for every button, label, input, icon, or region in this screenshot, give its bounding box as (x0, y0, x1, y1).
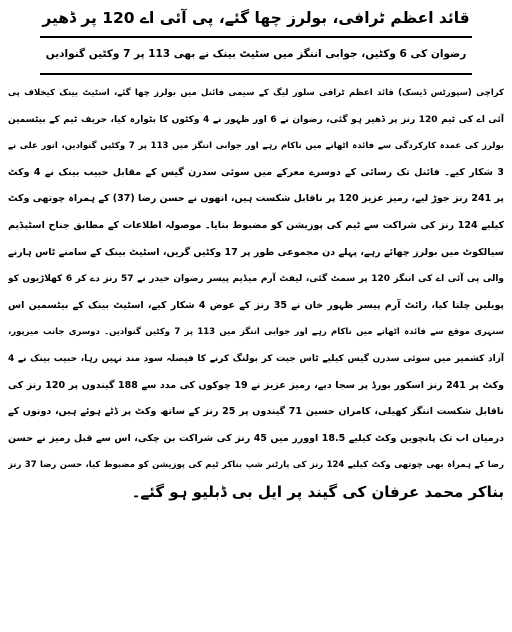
article-line: کیلیے 124 رنز کی شراکت سے ٹیم کی پوزیشن کو مضبوط بنایا۔ موصولہ اطلاعات کے مطابق جناح اسٹیڈیم (8, 219, 504, 231)
article-line: رضا کے ہمراہ بھی چوتھی وکٹ کیلیے 124 رنز کی پارٹنر شپ بناکر ٹیم کی پوزیشن کو مضبوط کیا، حسن رضا 37 رنز (8, 460, 504, 471)
article-line: آزاد کشمیر میں سوئی سدرن گیس کیلیے ٹاس جیت کر بولنگ کرنے کا فیصلہ سود مند نہیں رہا، حبیب بینک نے 4 (8, 353, 504, 364)
article-line: درمیان اب تک پانچویں وکٹ کیلیے 18.5 اوورز میں 45 رنز کی شراکت بن چکی، اس سے قبل رمیز نے حسن (8, 432, 504, 444)
article-line: وکٹ پر 241 رنز اسکور بورڈ پر سجا دیے، رمیز عزیز نے 19 چوکوں کی مدد سے 188 گیندوں پر 120 رنز کی (8, 379, 504, 391)
article-line: کراچی (سپورٹس ڈیسک) قائد اعظم ٹرافی سلور لیگ کے سیمی فائنل میں بولرز چھا گئے، اسٹیٹ بینک کیخلاف پی (8, 88, 504, 98)
article-body (8, 80, 504, 506)
headline-title: قائد اعظم ٹرافی، بولرز چھا گئے، پی آئی اے 120 پر ڈھیر (42, 9, 470, 27)
article-line: 3 شکار کیے۔ فائنل تک رسائی کے دوسرے معرکے میں سوئی سدرن گیس کے مقابل حبیب بینک نے 4 وکٹ (8, 166, 504, 178)
article-line: سیالکوٹ میں بولرز چھائے رہے، پہلے دن مجموعی طور پر 17 وکٹیں گریں، اسٹیٹ بینک کے سامنے ٹاس ہارنے (8, 246, 504, 258)
headline-divider-top (40, 36, 472, 38)
article-line: والی پی آئی اے کی اننگز 120 پر سمٹ گئی، لیفٹ آرم میڈیم پیسر رضوان حیدر نے 57 رنز دے کر 6 کھلاڑیوں کو (8, 274, 504, 285)
headline-divider-bottom (40, 73, 472, 75)
article-line: پویلین چلتا کیا، رائٹ آرم پیسر ظہور خان نے 35 رنز کے عوض 4 شکار کیے، اسٹیٹ بینک کے بیٹسمین اس (8, 299, 504, 311)
headline-subtitle: رضوان کی 6 وکٹیں، جوابی اننگز میں سٹیٹ بینک نے بھی 113 پر 7 وکٹیں گنوادیں (45, 48, 467, 60)
article-line: پر 241 رنز جوڑ لیے، رمیز عزیز 120 پر ناقابل شکست ہیں، انھوں نے حسن رضا (37) کے ہمراہ چوتھی وکٹ (8, 193, 504, 205)
article-line: بناکر محمد عرفان کی گیند پر ایل بی ڈبلیو ہو گئے۔ (131, 482, 504, 501)
article-line: سنہری موقع سے فائدہ اٹھانے میں ناکام رہے اور جوابی اننگز میں 113 پر 7 وکٹیں گنوادیں۔ دوسری جانب میرپور، (8, 327, 504, 338)
article-line: آئی اے کی ٹیم 120 رنز پر ڈھیر ہو گئی، رضوان نے 6 اور ظہور نے 4 وکٹوں کا بٹوارہ کیا، حریف ٹیم کے بیٹسمین (8, 114, 504, 125)
article-line: ناقابل شکست اننگز کھیلی، کامران حسین 71 گیندوں پر 25 رنز کے ساتھ وکٹ پر ڈٹے ہوئے ہیں، دونوں کے (8, 406, 504, 418)
article-line: بولرز کی عمدہ کارکردگی سے فائدہ اٹھانے میں ناکام رہے اور جوابی اننگز میں 113 پر 7 وکٹیں گنوادیں، انور علی نے (8, 141, 504, 152)
